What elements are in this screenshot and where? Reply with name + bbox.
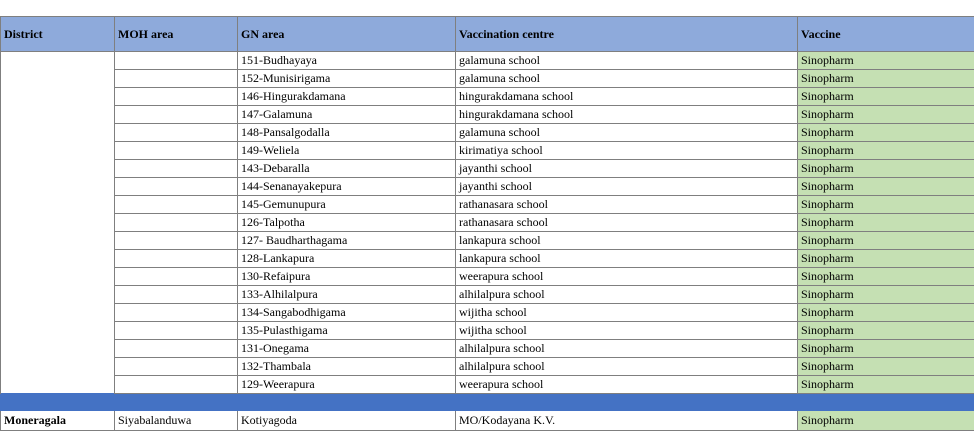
table-row [1, 411, 974, 431]
vaccination-centre-cell[interactable]: weerapura school [456, 376, 798, 394]
separator-cell [456, 394, 798, 411]
header-gn-area[interactable]: GN area [238, 17, 456, 52]
vaccination-centre-cell[interactable]: lankapura school [456, 250, 798, 268]
district-cell[interactable] [1, 70, 115, 88]
district-cell[interactable] [1, 322, 115, 340]
moh-area-cell[interactable] [115, 160, 238, 178]
separator-cell [798, 394, 974, 411]
table-row [1, 178, 974, 196]
district-cell[interactable] [1, 106, 115, 124]
vaccination-centre-cell[interactable]: lankapura school [456, 232, 798, 250]
vaccine-cell[interactable]: Sinopharm [798, 124, 974, 142]
vaccine-cell[interactable]: Sinopharm [798, 52, 974, 70]
gn-area-cell[interactable]: 131-Onegama [238, 340, 456, 358]
gn-area-cell[interactable]: 147-Galamuna [238, 106, 456, 124]
moh-area-cell[interactable] [115, 214, 238, 232]
gn-area-cell[interactable]: 130-Refaipura [238, 268, 456, 286]
vaccination-centre-cell[interactable]: weerapura school [456, 268, 798, 286]
table-row [1, 322, 974, 340]
header-row [1, 17, 974, 52]
moh-area-cell[interactable] [115, 340, 238, 358]
district-cell[interactable] [1, 160, 115, 178]
moh-area-cell[interactable] [115, 124, 238, 142]
vaccine-cell[interactable]: Sinopharm [798, 304, 974, 322]
table-row [1, 214, 974, 232]
district-cell[interactable] [1, 196, 115, 214]
vaccine-cell[interactable]: Sinopharm [798, 196, 974, 214]
table-row [1, 142, 974, 160]
header-vaccination-centre[interactable]: Vaccination centre [456, 17, 798, 52]
gn-area-cell[interactable]: 132-Thambala [238, 358, 456, 376]
separator-cell [238, 394, 456, 411]
vaccination-centre-cell[interactable]: alhilalpura school [456, 286, 798, 304]
table-row [1, 340, 974, 358]
vaccine-cell[interactable]: Sinopharm [798, 268, 974, 286]
district-cell[interactable] [1, 232, 115, 250]
vaccination-centre-cell[interactable]: hingurakdamana school [456, 106, 798, 124]
gn-area-cell[interactable]: 148-Pansalgodalla [238, 124, 456, 142]
moh-area-cell[interactable] [115, 322, 238, 340]
vaccination-centre-cell[interactable]: wijitha school [456, 322, 798, 340]
table-row [1, 304, 974, 322]
header-vaccine[interactable]: Vaccine [798, 17, 974, 52]
district-cell[interactable] [1, 178, 115, 196]
vaccine-cell[interactable]: Sinopharm [798, 411, 974, 431]
moh-area-cell[interactable] [115, 286, 238, 304]
vaccine-cell[interactable]: Sinopharm [798, 106, 974, 124]
district-cell[interactable] [1, 142, 115, 160]
vaccine-cell[interactable]: Sinopharm [798, 232, 974, 250]
district-cell[interactable] [1, 124, 115, 142]
vaccination-centre-cell[interactable]: galamuna school [456, 70, 798, 88]
moh-area-cell[interactable] [115, 304, 238, 322]
vaccine-cell[interactable]: Sinopharm [798, 214, 974, 232]
district-cell[interactable] [1, 340, 115, 358]
gn-area-cell[interactable]: 129-Weerapura [238, 376, 456, 394]
gn-area-cell[interactable]: 127- Baudharthagama [238, 232, 456, 250]
moh-area-cell[interactable] [115, 142, 238, 160]
vaccine-cell[interactable]: Sinopharm [798, 160, 974, 178]
gn-area-cell[interactable]: 146-Hingurakdamana [238, 88, 456, 106]
table-row [1, 88, 974, 106]
district-cell[interactable] [1, 268, 115, 286]
vaccination-centre-cell[interactable]: jayanthi school [456, 178, 798, 196]
table-row [1, 70, 974, 88]
vaccination-centre-cell[interactable]: kirimatiya school [456, 142, 798, 160]
gn-area-cell[interactable]: 143-Debaralla [238, 160, 456, 178]
table-row [1, 124, 974, 142]
top-strip [0, 0, 974, 17]
separator-cell [115, 394, 238, 411]
gn-area-cell[interactable]: 151-Budhayaya [238, 52, 456, 70]
gn-area-cell[interactable]: Kotiyagoda [238, 411, 456, 431]
separator-row [1, 394, 974, 411]
gn-area-cell[interactable]: 144-Senanayakepura [238, 178, 456, 196]
vaccine-cell[interactable]: Sinopharm [798, 178, 974, 196]
table-row [1, 250, 974, 268]
separator-cell [1, 394, 115, 411]
district-cell[interactable] [1, 250, 115, 268]
table-row [1, 376, 974, 394]
vaccination-centre-cell[interactable]: hingurakdamana school [456, 88, 798, 106]
vaccination-centre-cell[interactable]: alhilalpura school [456, 340, 798, 358]
vaccine-cell[interactable]: Sinopharm [798, 358, 974, 376]
vaccine-cell[interactable]: Sinopharm [798, 322, 974, 340]
district-cell[interactable] [1, 376, 115, 394]
vaccination-centre-cell[interactable]: rathanasara school [456, 196, 798, 214]
vaccine-cell[interactable]: Sinopharm [798, 340, 974, 358]
gn-area-cell[interactable]: 126-Talpotha [238, 214, 456, 232]
gn-area-cell[interactable]: 134-Sangabodhigama [238, 304, 456, 322]
gn-area-cell[interactable]: 133-Alhilalpura [238, 286, 456, 304]
moh-area-cell[interactable] [115, 70, 238, 88]
table-row [1, 286, 974, 304]
gn-area-cell[interactable]: 135-Pulasthigama [238, 322, 456, 340]
table-row [1, 160, 974, 178]
moh-area-cell[interactable] [115, 232, 238, 250]
vaccine-cell[interactable]: Sinopharm [798, 286, 974, 304]
header-moh-area[interactable]: MOH area [115, 17, 238, 52]
moh-area-cell[interactable] [115, 106, 238, 124]
moh-area-cell[interactable] [115, 376, 238, 394]
moh-area-cell[interactable] [115, 268, 238, 286]
gn-area-cell[interactable]: 149-Weliela [238, 142, 456, 160]
table-row [1, 52, 974, 70]
table-row [1, 232, 974, 250]
moh-area-cell[interactable] [115, 358, 238, 376]
moh-area-cell[interactable] [115, 52, 238, 70]
gn-area-cell[interactable]: 145-Gemunupura [238, 196, 456, 214]
district-cell[interactable] [1, 286, 115, 304]
vaccine-cell[interactable]: Sinopharm [798, 376, 974, 394]
gn-area-cell[interactable]: 152-Munisirigama [238, 70, 456, 88]
moh-area-cell[interactable] [115, 196, 238, 214]
vaccination-centre-cell[interactable]: jayanthi school [456, 160, 798, 178]
vaccination-centre-cell[interactable]: galamuna school [456, 52, 798, 70]
moh-area-cell[interactable] [115, 88, 238, 106]
vaccine-cell[interactable]: Sinopharm [798, 250, 974, 268]
district-cell[interactable] [1, 358, 115, 376]
table-row [1, 268, 974, 286]
vaccine-cell[interactable]: Sinopharm [798, 88, 974, 106]
district-cell[interactable]: Moneragala [1, 411, 115, 431]
vaccination-centre-cell[interactable]: MO/Kodayana K.V. [456, 411, 798, 431]
vaccine-cell[interactable]: Sinopharm [798, 70, 974, 88]
district-cell[interactable] [1, 88, 115, 106]
district-cell[interactable] [1, 214, 115, 232]
district-cell[interactable] [1, 52, 115, 70]
table-row [1, 106, 974, 124]
moh-area-cell[interactable] [115, 178, 238, 196]
moh-area-cell[interactable] [115, 250, 238, 268]
table-row [1, 358, 974, 376]
vaccination-centre-cell[interactable]: alhilalpura school [456, 358, 798, 376]
vaccine-cell[interactable]: Sinopharm [798, 142, 974, 160]
header-district[interactable]: District [1, 17, 115, 52]
moh-area-cell[interactable]: Siyabalanduwa [115, 411, 238, 431]
vaccination-centre-cell[interactable]: wijitha school [456, 304, 798, 322]
vaccination-centre-cell[interactable]: rathanasara school [456, 214, 798, 232]
vaccination-table [0, 16, 974, 431]
gn-area-cell[interactable]: 128-Lankapura [238, 250, 456, 268]
vaccination-centre-cell[interactable]: galamuna school [456, 124, 798, 142]
table-row [1, 196, 974, 214]
district-cell[interactable] [1, 304, 115, 322]
